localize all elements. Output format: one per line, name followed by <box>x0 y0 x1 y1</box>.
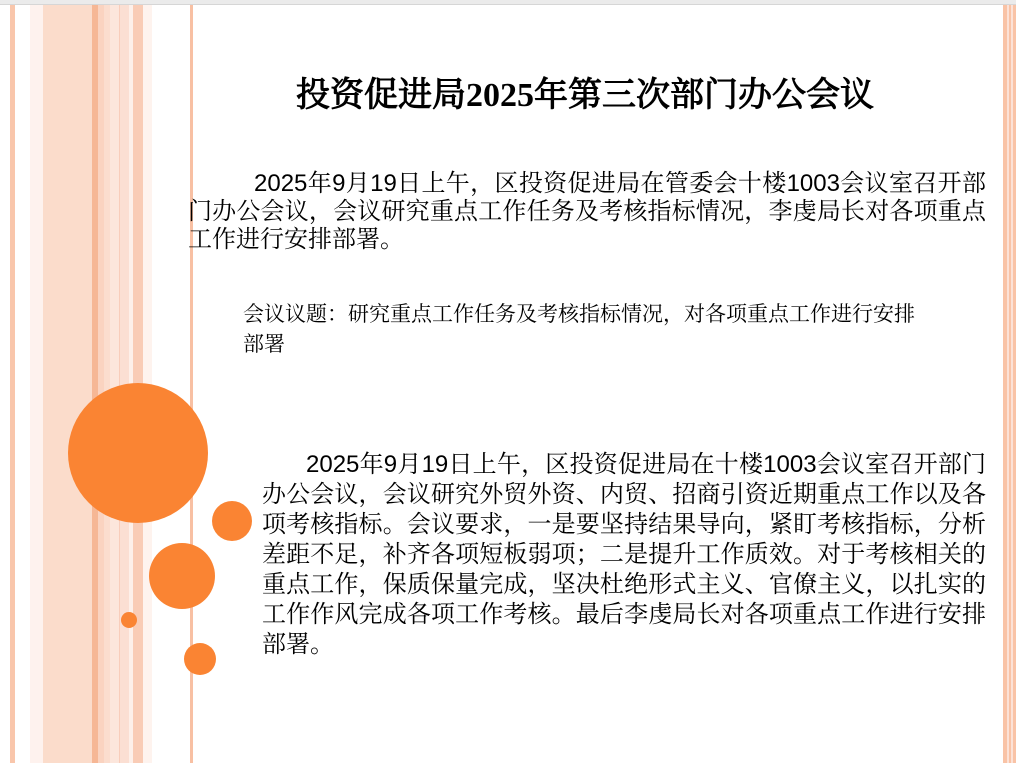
left-stripe-decoration <box>30 5 43 763</box>
meeting-detail-paragraph: 2025年9月19日上午，区投资促进局在十楼1003会议室召开部门办公会议，会议研究外贸外资、内贸、招商引资近期重点工作以及各项考核指标。会议要求，一是要坚持结果导向，紧盯考核指标，分析差距不足，补齐各项短板弱项；二是提升工作质效。对于考核相关的重点工作，保质保量完成，坚决杜绝形式主义、官僚主义，以扎实的工作作风完成各项工作考核。最后李虔局长对各项重点工作进行安排部署。 <box>262 451 986 658</box>
orange-circle-small-decoration <box>184 643 216 675</box>
orange-circle-medium-decoration <box>149 543 215 609</box>
meeting-topic-text: 会议议题：研究重点工作任务及考核指标情况，对各项重点工作进行安排部署 <box>243 303 915 356</box>
slide-title: 投资促进局2025年第三次部门办公会议 <box>296 77 874 114</box>
orange-circle-large-decoration <box>68 383 208 523</box>
orange-circle-medium-decoration <box>212 501 252 541</box>
meeting-intro-paragraph: 2025年9月19日上午，区投资促进局在管委会十楼1003会议室召开部门办公会议，会议研究重点工作任务及考核指标情况，李虔局长对各项重点工作进行安排部署。 <box>188 170 986 253</box>
left-stripe-decoration <box>43 5 92 763</box>
left-stripe-decoration <box>10 5 15 763</box>
window-top-edge <box>0 0 1016 5</box>
orange-circle-dot-decoration <box>121 612 137 628</box>
left-stripe-decoration <box>110 5 119 763</box>
